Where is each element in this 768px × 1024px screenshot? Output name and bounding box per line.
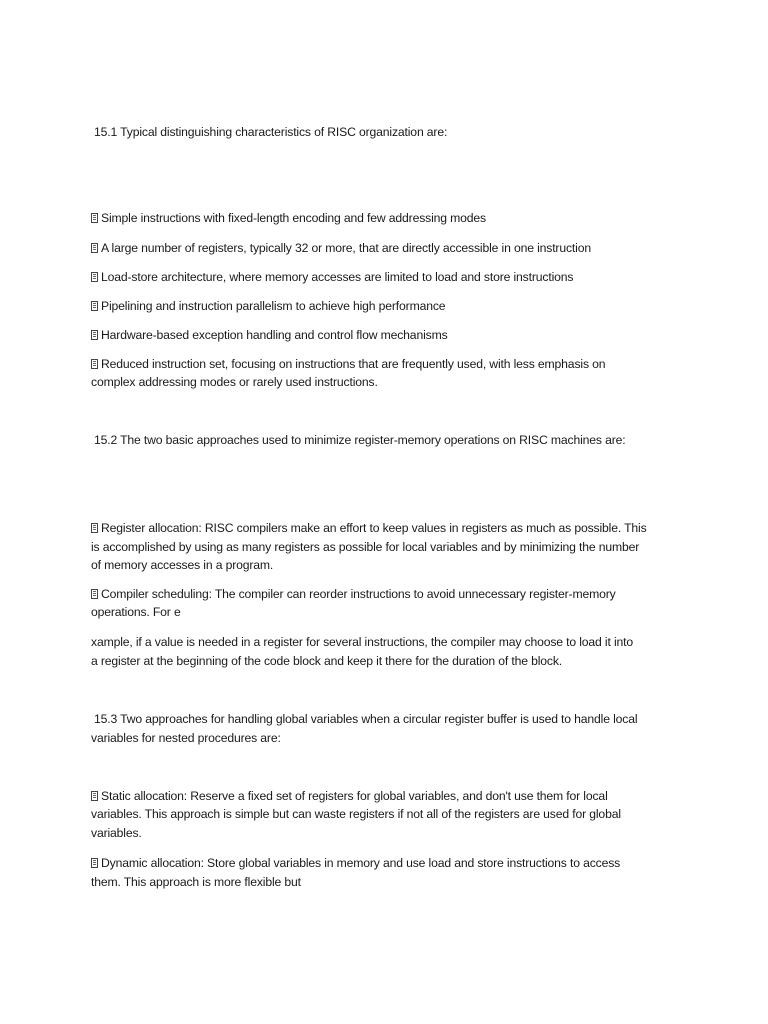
list-item-text: Pipelining and instruction parallelism to achieve high performance [101,299,446,313]
paragraph-line: xample, if a value is needed in a register for several instructions, the compiler may choose to load it into [91,635,633,649]
list-item-continuation: of memory accesses in a program. [91,558,274,572]
list-item-text: Register allocation: RISC compilers make an effort to keep values in registers as much as possible. This [101,521,647,535]
missing-glyph-bullet-icon [91,301,98,311]
list-item-text: Dynamic allocation: Store global variables in memory and use load and store instructions to access [101,856,621,870]
list-item [91,519,691,537]
section-heading-15-3: 15.3 Two approaches for handling global variables when a circular register buffer is used to handle local [94,712,638,726]
list-item-continuation: operations. For e [91,605,181,619]
list-item-continuation: them. This approach is more flexible but [91,875,301,889]
list-item [91,585,691,603]
list-item-continuation: variables. This approach is simple but can waste registers if not all of the registers are used for global [91,807,621,821]
list-item [91,297,691,315]
list-item-text: Compiler scheduling: The compiler can reorder instructions to avoid unnecessary register-memory [101,587,616,601]
list-item-text: Simple instructions with fixed-length encoding and few addressing modes [101,211,486,225]
list-item-continuation: complex addressing modes or rarely used instructions. [91,375,378,389]
list-item-text: Static allocation: Reserve a fixed set of registers for global variables, and don't use them for local [101,789,608,803]
paragraph-line: a register at the beginning of the code block and keep it there for the duration of the block. [91,654,563,668]
missing-glyph-bullet-icon [91,359,98,369]
list-item [91,268,691,286]
list-item [91,355,691,373]
section-heading-15-2: 15.2 The two basic approaches used to minimize register-memory operations on RISC machines are: [94,433,626,447]
missing-glyph-bullet-icon [91,791,98,801]
missing-glyph-bullet-icon [91,213,98,223]
list-item-continuation: is accomplished by using as many registers as possible for local variables and by minimizing the number [91,540,640,554]
list-item [91,239,691,257]
list-item-continuation: variables. [91,826,142,840]
missing-glyph-bullet-icon [91,523,98,533]
list-item [91,787,691,805]
list-item [91,854,691,872]
missing-glyph-bullet-icon [91,330,98,340]
list-item-text: A large number of registers, typically 32 or more, that are directly accessible in one instruction [101,241,591,255]
section-heading-continuation: variables for nested procedures are: [91,731,281,745]
list-item-text: Load-store architecture, where memory accesses are limited to load and store instructions [101,270,574,284]
list-item-text: Hardware-based exception handling and control flow mechanisms [101,328,448,342]
list-item-text: Reduced instruction set, focusing on instructions that are frequently used, with less emphasis on [101,357,606,371]
section-heading-15-1: 15.1 Typical distinguishing characteristics of RISC organization are: [94,125,448,139]
missing-glyph-bullet-icon [91,272,98,282]
list-item [91,326,691,344]
missing-glyph-bullet-icon [91,858,98,868]
missing-glyph-bullet-icon [91,589,98,599]
list-item [91,209,691,227]
missing-glyph-bullet-icon [91,243,98,253]
